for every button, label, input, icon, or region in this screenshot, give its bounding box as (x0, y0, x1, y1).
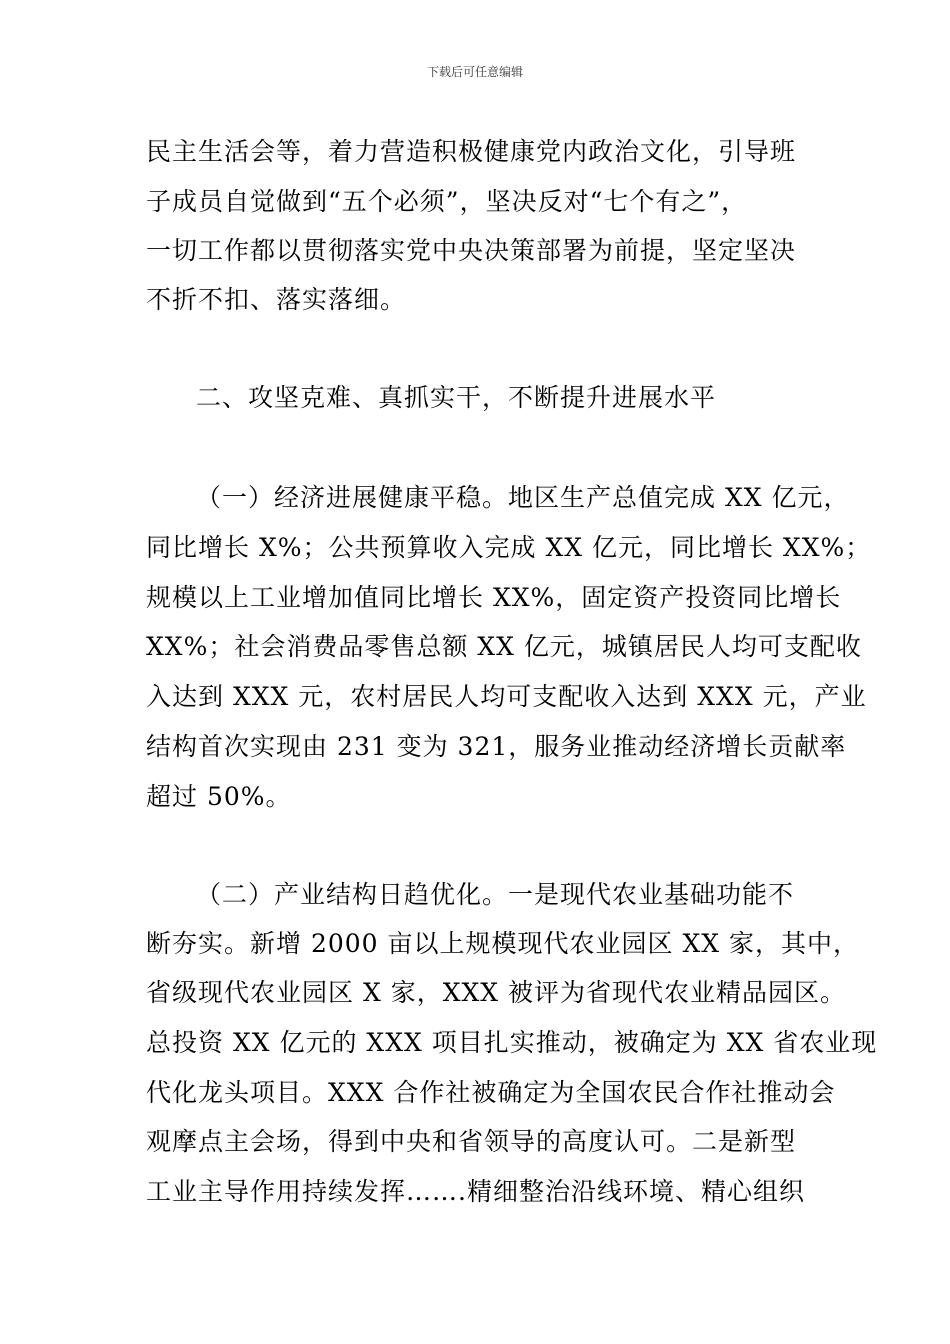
text-line: 总投资 XX 亿元的 XXX 项目扎实推动，被确定为 XX 省农业现 (146, 1028, 878, 1057)
text-line: 代化龙头项目。XXX 合作社被确定为全国农民合作社推动会 (146, 1078, 836, 1107)
text-line: 不折不扣、落实落细。 (146, 285, 407, 314)
section-heading: 二、攻坚克难、真抓实干，不断提升进展水平 (196, 383, 717, 412)
text-line: 观摩点主会场，得到中央和省领导的高度认可。二是新型 (146, 1127, 797, 1156)
text-line: 入达到 XXX 元，农村居民人均可支配收入达到 XXX 元，产业 (146, 682, 867, 711)
text-line: 规模以上工业增加值同比增长 XX%，固定资产投资同比增长 (146, 583, 842, 612)
text-line: 断夯实。新增 2000 亩以上规模现代农业园区 XX 家，其中， (146, 929, 860, 958)
text-line: （一）经济进展健康平稳。地区生产总值完成 XX 亿元， (196, 483, 850, 512)
text-line: 省级现代农业园区 X 家，XXX 被评为省现代农业精品园区。 (146, 978, 847, 1007)
text-line: 民主生活会等，着力营造积极健康党内政治文化，引导班 (146, 137, 797, 166)
text-line: 同比增长 X%；公共预算收入完成 XX 亿元，同比增长 XX%； (146, 533, 872, 562)
page-header-note: 下载后可任意编辑 (426, 65, 523, 79)
text-line: 工业主导作用持续发挥…….精细整治沿线环境、精心组织 (146, 1177, 805, 1206)
text-line: 一切工作都以贯彻落实党中央决策部署为前提，坚定坚决 (146, 236, 797, 265)
text-line: XX%；社会消费品零售总额 XX 亿元，城镇居民人均可支配收 (146, 632, 862, 661)
text-line: 结构首次实现由 231 变为 321，服务业推动经济增长贡献率 (146, 732, 847, 761)
text-line: （二）产业结构日趋优化。一是现代农业基础功能不 (196, 880, 795, 909)
text-line: 超过 50%。 (146, 782, 292, 811)
text-line: 子成员自觉做到“五个必须”，坚决反对“七个有之”， (146, 187, 748, 216)
